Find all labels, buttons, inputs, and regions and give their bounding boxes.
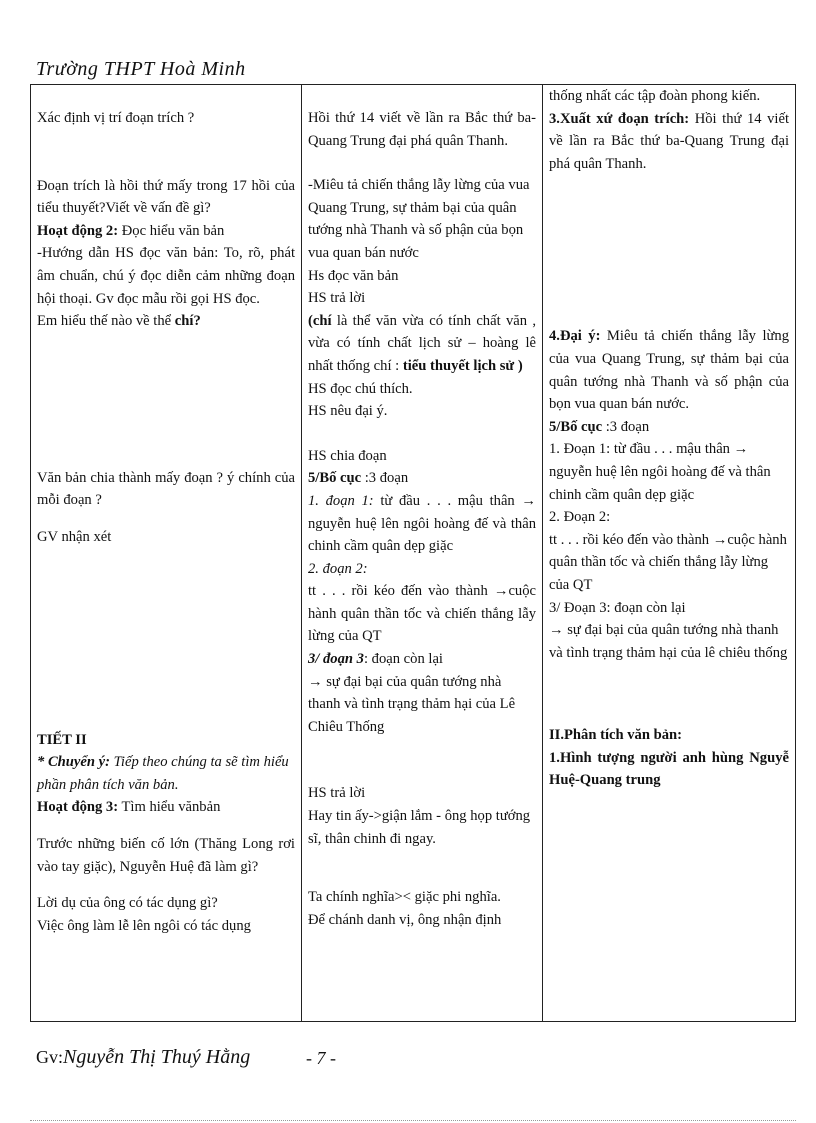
- lesson-part-2-title: TIẾT II: [37, 731, 87, 748]
- structure-label: 5/Bố cục: [308, 470, 362, 487]
- question-sections: Văn bản chia thành mấy đoạn ? ý chính của mỗi đoạn ?: [37, 469, 295, 509]
- footer-prefix: Gv:: [36, 1047, 63, 1067]
- school-header: Trường THPT Hoà Minh: [36, 58, 246, 80]
- question-speech: Lời dụ của ông có tác dụng gì?: [37, 895, 218, 912]
- analysis-heading: II.Phân tích văn bản:: [549, 727, 683, 744]
- table-row: [31, 85, 796, 1022]
- structure-text: :3 đoạn: [361, 470, 409, 487]
- activity-2-text: Đọc hiểu văn bản: [118, 222, 225, 239]
- transition-label: * Chuyển ý:: [37, 754, 110, 771]
- origin-label: 3.Xuất xứ đoạn trích:: [549, 110, 690, 127]
- answer-title: Để chánh danh vị, ông nhận định: [308, 911, 502, 928]
- section-1-right: 1. Đoạn 1: từ đầu . . . mậu thân → nguyễn huệ lên ngôi hoàng đế và thân chinh cầm quân dẹp giặc: [549, 441, 771, 503]
- genre-type: tiểu thuyết lịch sử ): [402, 357, 523, 374]
- section-2-text: tt . . . rồi kéo đến vào thành →cuộc hành quân thần tốc và chiến thắng lẫy lừng của QT: [308, 583, 536, 645]
- section-1-label: 1. đoạn 1:: [308, 492, 374, 509]
- question-coronation: Việc ông làm lễ lên ngôi có tác dụng: [37, 917, 251, 934]
- section-2-label: 2. đoạn 2:: [308, 560, 368, 577]
- page-number: - 7 -: [306, 1048, 336, 1068]
- section-3-label-right: 3/ Đoạn 3: đoạn còn lại: [549, 599, 686, 616]
- answer-main-idea: -Miêu tả chiến thắng lẫy lừng của vua Quang Trung, sự thảm bại của quân tướng nhà Thanh và số phận của bọn vua quan bán nước: [308, 177, 530, 261]
- section-2-text-right: tt . . . rồi kéo đến vào thành →cuộc hành quân thần tốc và chiến thắng lẫy lừng của QT: [549, 531, 787, 593]
- section-3-label: 3/ đoạn 3: [308, 651, 364, 668]
- students-read-notes: HS đọc chú thích.: [308, 380, 413, 397]
- students-answer: HS trả lời: [308, 290, 366, 307]
- answer-reaction: Hay tin ấy->giận lắm - ông họp tướng sĩ, thân chinh đi ngay.: [308, 808, 531, 847]
- answer-chapter: Hồi thứ 14 viết về lần ra Bắc thứ ba-Quang Trung đại phá quân Thanh.: [308, 110, 536, 149]
- structure-label-right: 5/Bố cục: [549, 418, 603, 435]
- question-location: Xác định vị trí đoạn trích ?: [37, 110, 195, 126]
- section-2-label-right: 2. Đoạn 2:: [549, 509, 611, 526]
- genre-term: (chí: [308, 312, 332, 329]
- teacher-comment: GV nhận xét: [37, 528, 112, 545]
- answer-justice: Ta chính nghĩa>< giặc phi nghĩa.: [308, 889, 501, 906]
- bottom-divider: [30, 1120, 796, 1121]
- question-genre-bold: chí?: [174, 313, 201, 330]
- students-read: Hs đọc văn bản: [308, 267, 399, 284]
- section-3-body: → sự đại bại của quân tướng nhà thanh và tình trạng thảm hại của Lê Chiêu Thống: [308, 673, 516, 735]
- students-answer-2: HS trả lời: [308, 785, 366, 802]
- lesson-table: [30, 84, 796, 1022]
- student-activity-column: [302, 85, 543, 1022]
- hero-heading: 1.Hình tượng người anh hùng Nguyễ Huệ-Quang trung: [549, 749, 789, 789]
- activity-2-label: Hoạt động 2:: [37, 222, 119, 239]
- main-idea-text: Miêu tả chiến thắng lẫy lừng của vua Quang Trung, sự thảm bại của quân tướng nhà Thanh và số phận của bọn vua quan bán nước.: [549, 328, 789, 413]
- page-footer: [36, 1046, 336, 1069]
- teacher-activity-column: [31, 85, 302, 1022]
- section-3-text-right: → sự đại bại của quân tướng nhà thanh và tình trạng thảm hại của lê chiêu thống: [549, 622, 788, 661]
- origin-text: Hồi thứ 14 viết về lần ra Bắc thứ ba-Quang Trung đại phá quân Thanh.: [549, 110, 789, 172]
- students-divide: HS chia đoạn: [308, 447, 387, 464]
- activity-3-label: Hoạt động 3:: [37, 799, 119, 816]
- structure-text-right: :3 đoạn: [602, 418, 650, 435]
- activity-3-text: Tìm hiểu vănbản: [118, 799, 221, 816]
- reading-guide: -Hướng dẫn HS đọc văn bản: To, rõ, phát âm chuẩn, chú ý đọc diễn cảm những đoạn hội thoại. Gv đọc mẫu rồi gọi HS đọc.: [37, 245, 295, 307]
- question-genre-text: Em hiểu thế nào về thể: [37, 313, 175, 330]
- question-chapter: Đoạn trích là hồi thứ mấy trong 17 hồi của tiểu thuyết?Viết về vấn đề gì?: [37, 177, 295, 217]
- students-main-idea: HS nêu đại ý.: [308, 403, 388, 420]
- content-column: [543, 85, 796, 1022]
- question-events: Trước những biến cố lớn (Thăng Long rơi vào tay giặc), Nguyễn Huệ đã làm gì?: [37, 835, 295, 875]
- section-1-text: từ đầu . . . mậu thân → nguyễn huệ lên ngôi hoàng đế và thân chinh cầm quân dẹp giặc: [308, 492, 536, 555]
- section-3-text: : đoạn còn lại: [363, 651, 443, 668]
- main-idea-label: 4.Đại ý:: [549, 328, 601, 345]
- teacher-name: Nguyễn Thị Thuý Hằng: [63, 1046, 251, 1068]
- transition-text: Tiếp theo chúng ta sẽ tìm hiểu phần phân tích văn bản.: [37, 754, 289, 793]
- genre-definition: là thể văn vừa có tính chất văn , vừa có tính chất lịch sử – hoàng lê nhất thống chí :: [308, 312, 536, 374]
- content-unification: thống nhất các tập đoàn phong kiến.: [549, 88, 761, 104]
